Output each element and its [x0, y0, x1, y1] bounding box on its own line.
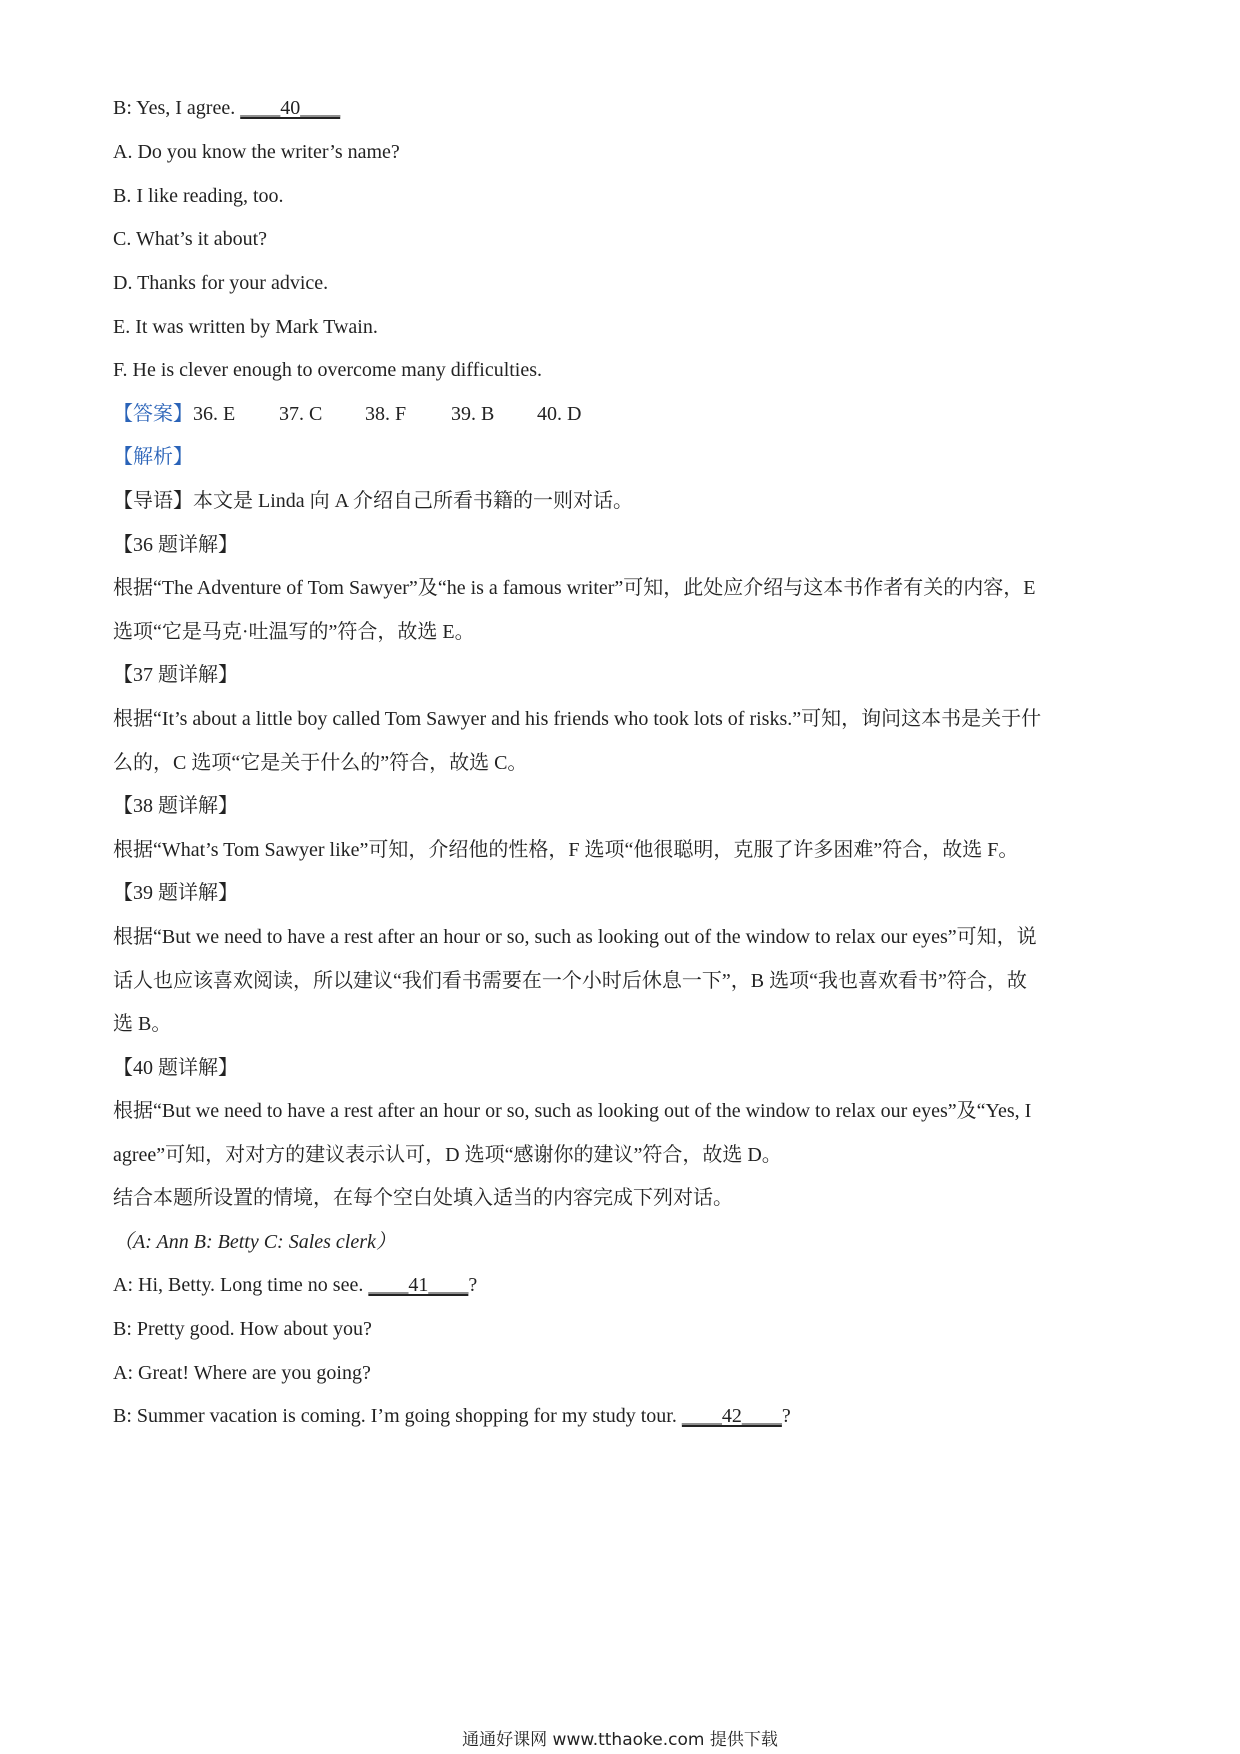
q37-text: 么的，C 选项“它是关于什么的”符合，故选 C。 — [113, 752, 528, 774]
dialogue-line: A: Great! Where are you going? — [113, 1362, 371, 1384]
line-text: A: Hi, Betty. Long time no see. — [113, 1274, 369, 1296]
answer-blank-42: ____42____ — [681, 1405, 782, 1427]
q38-text: 根据“What’s Tom Sawyer like”可知，介绍他的性格，F 选项“他很聪明，克服了许多困难”符合，故选 F。 — [113, 839, 1019, 861]
q36-text: 根据“The Adventure of Tom Sawyer”及“he is a famous writer”可知，此处应介绍与这本书作者有关的内容，E — [113, 577, 1036, 599]
q39-title: 【39 题详解】 — [113, 882, 238, 904]
dialogue-line: B: Pretty good. How about you? — [113, 1318, 372, 1340]
line-text: B: Summer vacation is coming. I’m going shopping for my study tour. — [113, 1405, 682, 1427]
q38-title: 【38 题详解】 — [113, 795, 238, 817]
option-d: D. Thanks for your advice. — [113, 272, 329, 294]
answer-line — [113, 400, 581, 428]
option-c: C. What’s it about? — [113, 228, 268, 250]
q40-text: agree”可知，对对方的建议表示认可，D 选项“感谢你的建议”符合，故选 D。 — [113, 1144, 782, 1166]
answer-item: 39. B — [451, 403, 495, 425]
line-text: ? — [468, 1274, 478, 1296]
answer-blank-40: ____40____ — [240, 97, 341, 119]
dialogue-line — [113, 1271, 477, 1299]
q39-text: 根据“But we need to have a rest after an hour or so, such as looking out of the window to relax our eyes”可知，说 — [113, 926, 1037, 948]
intro-text: 【导语】本文是 Linda 向 A 介绍自己所看书籍的一则对话。 — [113, 490, 633, 512]
answer-item: 37. C — [279, 403, 323, 425]
q39-text: 选 B。 — [113, 1013, 172, 1035]
q37-title: 【37 题详解】 — [113, 664, 238, 686]
analysis-label: 【解析】 — [113, 446, 193, 468]
line-text: B: Yes, I agree. — [113, 97, 241, 119]
page-footer: 通通好课网 www.tthaoke.com 提供下载 — [462, 1730, 778, 1750]
option-e: E. It was written by Mark Twain. — [113, 316, 378, 338]
roles-line: （A: Ann B: Betty C: Sales clerk） — [113, 1231, 396, 1253]
dialogue-line — [113, 1402, 791, 1430]
answer-item: 38. F — [365, 403, 407, 425]
line-text: ? — [781, 1405, 791, 1427]
q36-title: 【36 题详解】 — [113, 534, 238, 556]
option-a: A. Do you know the writer’s name? — [113, 141, 400, 163]
answer-item: 40. D — [537, 403, 582, 425]
q37-text: 根据“It’s about a little boy called Tom Sawyer and his friends who took lots of risks.”可知，询问这本书是关于什 — [113, 708, 1042, 730]
option-b: B. I like reading, too. — [113, 185, 284, 207]
q40-title: 【40 题详解】 — [113, 1057, 238, 1079]
answer-item: 36. E — [193, 403, 236, 425]
q40-text: 根据“But we need to have a rest after an hour or so, such as looking out of the window to relax our eyes”及“Yes, I — [113, 1100, 1032, 1122]
q39-text: 话人也应该喜欢阅读，所以建议“我们看书需要在一个小时后休息一下”，B 选项“我也喜欢看书”符合，故 — [113, 970, 1027, 992]
q36-text: 选项“它是马克·吐温写的”符合，故选 E。 — [113, 621, 475, 643]
next-instruction: 结合本题所设置的情境，在每个空白处填入适当的内容完成下列对话。 — [113, 1187, 733, 1209]
answer-label: 【答案】 — [113, 403, 193, 425]
option-f: F. He is clever enough to overcome many difficulties. — [113, 359, 543, 381]
answer-blank-41: ____41____ — [368, 1274, 469, 1296]
question-40-line — [113, 94, 340, 122]
